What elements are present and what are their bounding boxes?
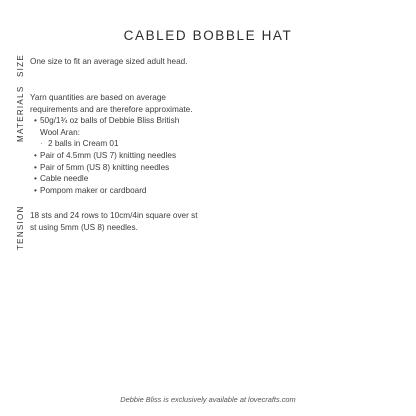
yarn-sub-text: 2 balls in Cream 01 xyxy=(48,139,119,149)
bullet-icon: • xyxy=(34,116,37,126)
tension-line-1: 18 sts and 24 rows to 10cm/4in square over st xyxy=(30,211,198,220)
sub-bullet-icon: · xyxy=(40,139,43,149)
materials-intro-line-2: requirements and are therefore approximate. xyxy=(30,104,193,114)
materials-item-text: Pair of 4.5mm (US 7) knitting needles xyxy=(40,150,177,160)
bullet-icon: • xyxy=(34,174,37,184)
footer-note: Debbie Bliss is exclusively available at lovecrafts.com xyxy=(120,395,296,404)
bullet-icon: • xyxy=(34,185,37,195)
section-label-materials: MATERIALS xyxy=(16,85,25,142)
page-title: CABLED BOBBLE HAT xyxy=(123,28,293,43)
yarn-line-1: 50g/1¾ oz balls of Debbie Bliss British xyxy=(40,116,180,126)
tension-section xyxy=(30,210,400,233)
materials-item-text: Pair of 5mm (US 8) knitting needles xyxy=(40,162,170,172)
tension-line-2: st using 5mm (US 8) needles. xyxy=(30,222,138,232)
materials-item xyxy=(30,173,400,185)
materials-yarn-item xyxy=(30,115,400,127)
bullet-icon: • xyxy=(34,162,37,172)
materials-item-text: Pompom maker or cardboard xyxy=(40,185,147,195)
materials-intro-line-1: Yarn quantities are based on average xyxy=(30,93,166,102)
bullet-icon: • xyxy=(34,150,37,160)
section-label-tension: TENSION xyxy=(16,205,25,250)
materials-item-text: Cable needle xyxy=(40,174,89,184)
materials-item xyxy=(30,185,400,197)
section-label-size: SIZE xyxy=(16,54,25,77)
materials-item xyxy=(30,150,400,162)
size-text: One size to fit an average sized adult head. xyxy=(30,57,188,66)
materials-section xyxy=(30,92,400,196)
size-section xyxy=(30,56,400,68)
yarn-sub-item xyxy=(30,138,400,150)
yarn-line-2: Wool Aran: xyxy=(40,127,80,137)
materials-item xyxy=(30,162,400,174)
